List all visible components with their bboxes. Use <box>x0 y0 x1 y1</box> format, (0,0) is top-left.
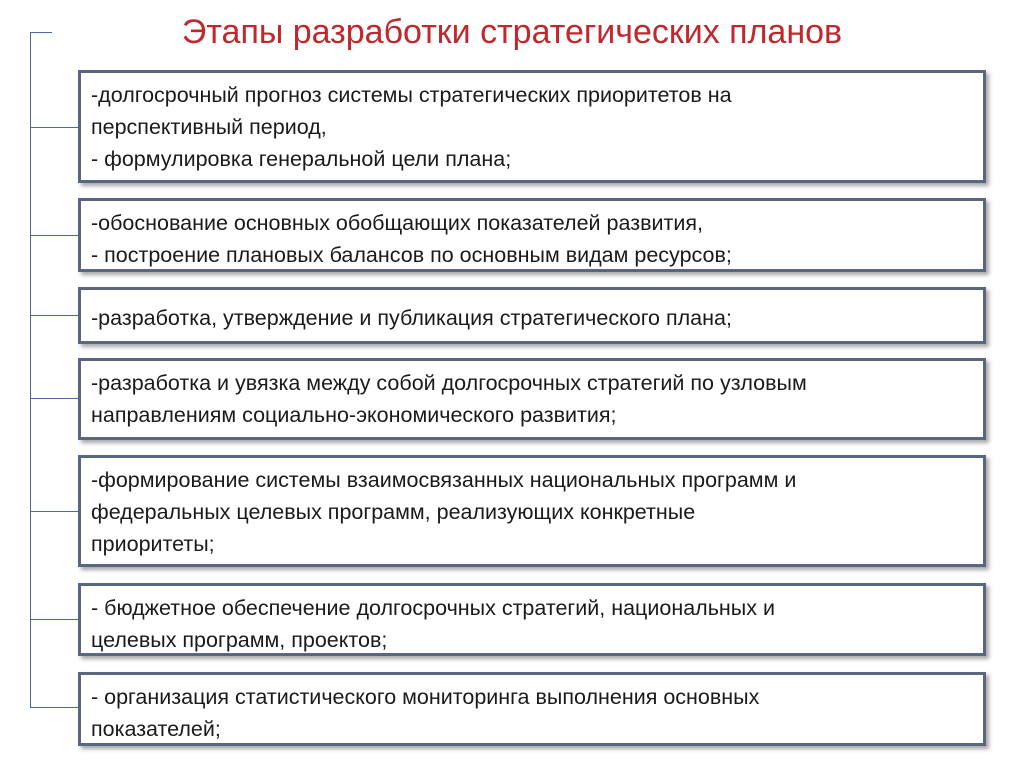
connector-7 <box>30 707 78 708</box>
stage-4-line-1: -разработка и увязка между собой долгосрочных стратегий по узловым <box>91 371 807 395</box>
connector-2 <box>30 235 78 236</box>
stage-2-line-1: -обоснование основных обобщающих показателей развития, <box>91 211 703 235</box>
stage-box-5 <box>78 455 986 567</box>
stage-box-3 <box>78 287 986 344</box>
connector-3 <box>30 315 78 316</box>
stage-box-4 <box>78 358 986 440</box>
stage-7-line-2: показателей; <box>91 717 221 741</box>
stage-4-line-2: направлениям социально-экономического развития; <box>91 403 617 427</box>
stage-5-line-1: -формирование системы взаимосвязанных национальных программ и <box>91 468 797 492</box>
stage-1-line-1: -долгосрочный прогноз системы стратегических приоритетов на <box>91 83 732 107</box>
stage-box-6 <box>78 583 986 656</box>
stage-6-line-2: целевых программ, проектов; <box>91 628 388 652</box>
stage-1-line-3: - формулировка генеральной цели плана; <box>91 147 512 171</box>
page-title: Этапы разработки стратегических планов <box>181 13 843 51</box>
stage-box-2 <box>78 198 986 272</box>
stage-5-line-2: федеральных целевых программ, реализующих конкретные <box>91 500 696 524</box>
connector-5 <box>30 511 78 512</box>
stage-6-line-1: - бюджетное обеспечение долгосрочных стратегий, национальных и <box>91 596 775 620</box>
connector-6 <box>30 619 78 620</box>
bracket-top-line <box>30 32 52 33</box>
stage-2-line-2: - построение плановых балансов по основным видам ресурсов; <box>91 243 732 267</box>
stage-box-1 <box>78 70 986 183</box>
bracket-spine <box>30 32 31 708</box>
stage-7-line-1: - организация статистического мониторинга выполнения основных <box>91 685 760 709</box>
stage-3-line-1: -разработка, утверждение и публикация стратегического плана; <box>91 306 732 330</box>
stage-5-line-3: приоритеты; <box>91 532 215 556</box>
stage-box-7 <box>78 672 986 746</box>
connector-1 <box>30 127 78 128</box>
connector-4 <box>30 398 78 399</box>
stage-1-line-2: перспективный период, <box>91 115 327 139</box>
